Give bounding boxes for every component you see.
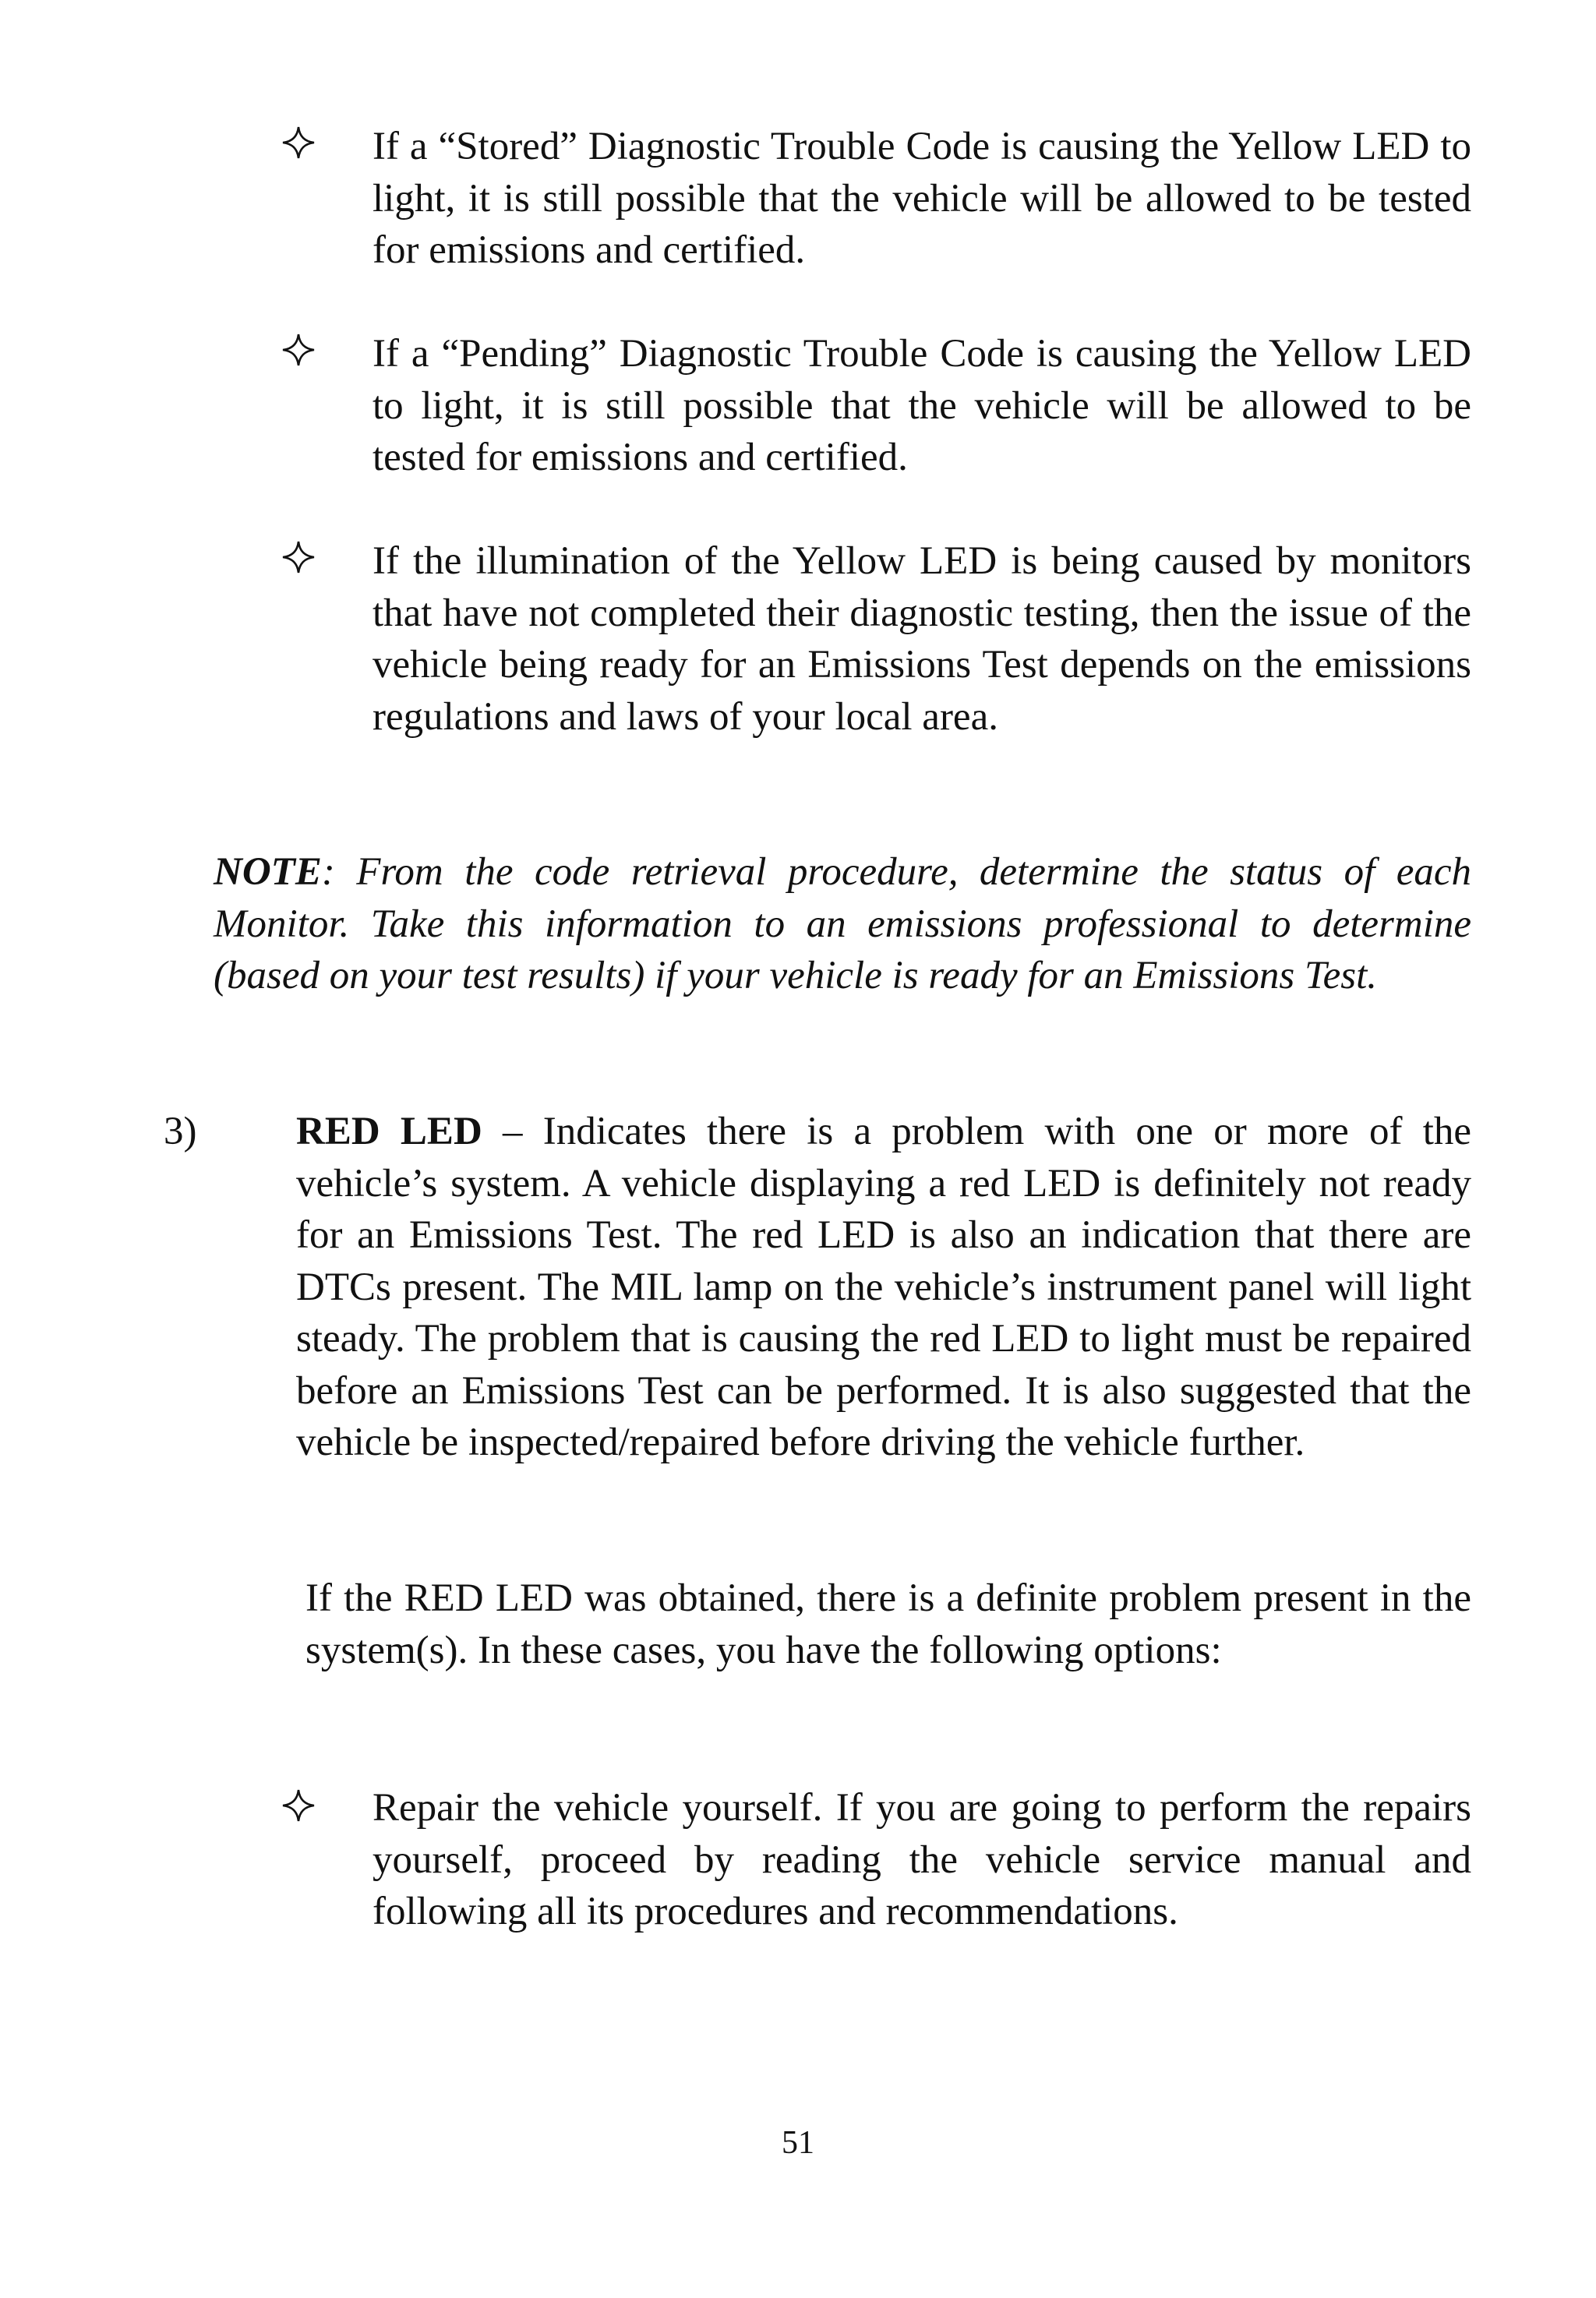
red-led-title: RED LED [296, 1110, 482, 1153]
diamond-bullet-icon [281, 332, 327, 379]
bullet-text-monitors: If the illumination of the Yellow LED is being caused by monitors that have not completed their diagnostic testing, then the issue of the vehicle being ready for an Emissions Test depends on the emissions regulations and laws of your local area. [373, 539, 1471, 739]
diamond-bullet-icon [281, 125, 327, 171]
red-led-text: – Indicates there is a problem with one or more of the vehicle’s system. A vehicle displaying a red LED is definitely not ready for an Emissions Test. The red LED is also an indication that there are DTCs present. The MIL lamp on the vehicle’s instrument panel will light steady. The problem that is causing the red LED to light must be repaired before an Emissions Test can be performed. It is also suggested that the vehicle be inspected/repaired before driving the vehicle further. [296, 1110, 1472, 1464]
note-paragraph [214, 846, 1471, 1002]
page-number: 51 [782, 2125, 814, 2161]
diamond-bullet-icon [281, 1788, 327, 1834]
options-paragraph: If the RED LED was obtained, there is a definite problem present in the system(s). In these cases, you have the following options: [305, 1576, 1471, 1672]
item-number: 3) [164, 1110, 197, 1153]
bullet-text-repair-yourself: Repair the vehicle yourself. If you are going to perform the repairs yourself, proceed by reading the vehicle service manual and following all its procedures and recommendations. [373, 1786, 1471, 1933]
red-led-paragraph [296, 1106, 1471, 1469]
bullet-text-pending-dtc: If a “Pending” Diagnostic Trouble Code is causing the Yellow LED to light, it is still possible that the vehicle will be allowed to be tested for emissions and certified. [373, 332, 1471, 479]
bullet-text-stored-dtc: If a “Stored” Diagnostic Trouble Code is causing the Yellow LED to light, it is still possible that the vehicle will be allowed to be tested for emissions and certified. [373, 125, 1471, 272]
diamond-bullet-icon [281, 539, 327, 586]
note-label: NOTE [214, 850, 322, 894]
note-text: : From the code retrieval procedure, determine the status of each Monitor. Take this information to an emissions professional to determine (based on your test results) if your vehicle is ready for an Emissions Test. [214, 850, 1471, 997]
